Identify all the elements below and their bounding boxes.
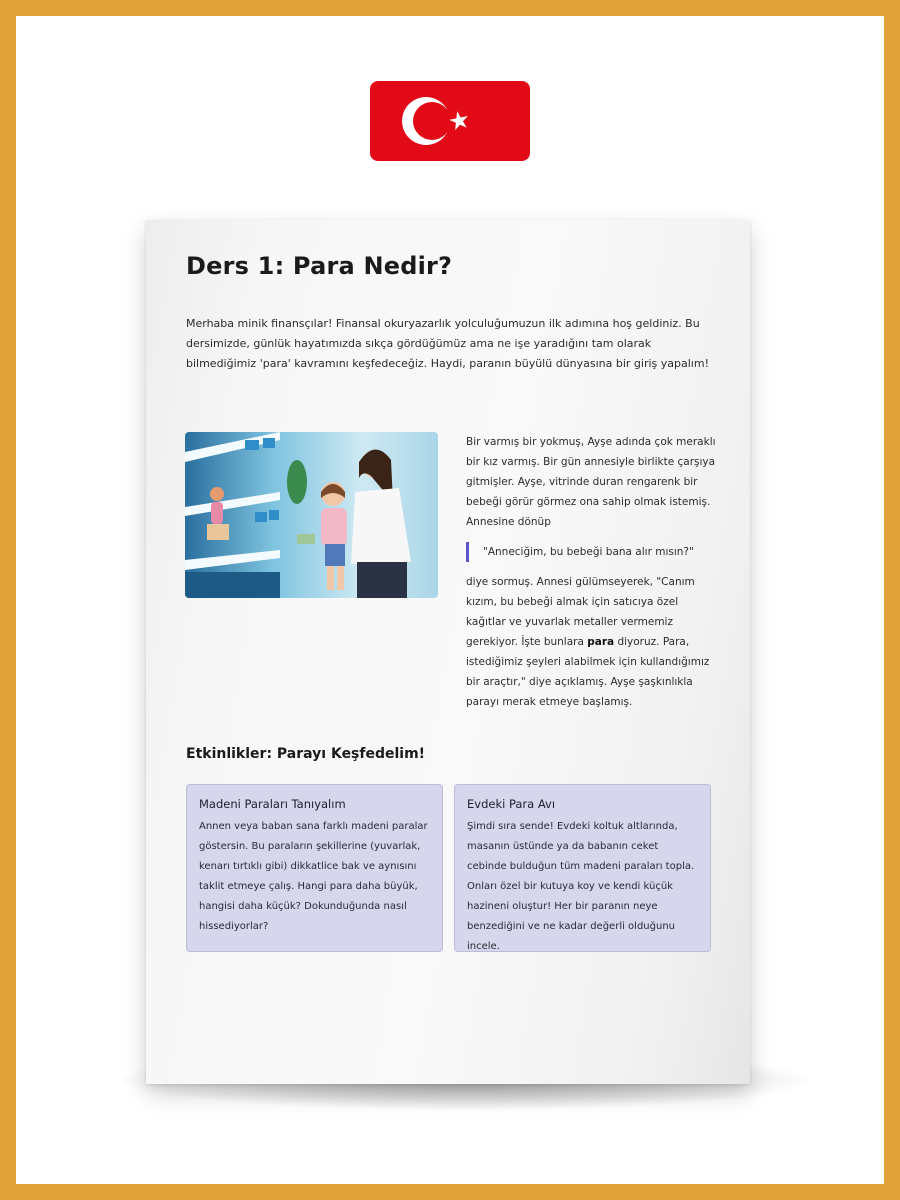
lesson-page xyxy=(146,220,750,1084)
story-paragraph-2-end: diyoruz. Para, istediğimiz şeyleri alabilmek için kullandığımız bir araçtır," diye açıklamış. Ayşe şaşkınlıkla parayı merak etmeye başlamış. xyxy=(466,636,710,708)
activity-card-text: Şimdi sıra sende! Evdeki koltuk altlarında, masanın üstünde ya da babanın ceket cebinde bulduğun tüm madeni paraları topla. Onları özel bir kutuya koy ve kendi küçük hazineni oluştur! Her bir paranın neye benzediğini ve ne kadar değerli olduğunu incele. xyxy=(467,821,695,952)
activities-heading: Etkinlikler: Parayı Keşfedelim! xyxy=(186,746,426,762)
story-text xyxy=(466,432,716,712)
lesson-title: Ders 1: Para Nedir? xyxy=(186,252,453,280)
mother-and-daughter-in-toy-store-photo xyxy=(185,432,438,598)
activity-card-title: Evdeki Para Avı xyxy=(467,797,556,811)
turkey-flag-icon xyxy=(370,81,530,161)
activity-card-text: Annen veya baban sana farklı madeni paralar göstersin. Bu paraların şekillerine (yuvarlak, kenarı tırtıklı gibi) dikkatlice bak ve aynısını taklit etmeye çalış. Hangi para daha büyük, hangisi daha küçük? Dokunduğunda nasıl hissediyorlar? xyxy=(199,821,428,932)
story-paragraph-2 xyxy=(466,572,716,712)
lesson-intro: Merhaba minik finansçılar! Finansal okuryazarlık yolculuğumuzun ilk adımına hoş geldiniz. Bu dersimizde, günlük hayatımızda sıkça gördüğümüz ama ne işe yaradığını tam olarak bilmediğimiz 'para' kavramını keşfedeceğiz. Haydi, paranın büyülü dünyasına bir giriş yapalım! xyxy=(186,317,709,370)
activity-card-coins xyxy=(186,784,443,952)
story-paragraph-1: Bir varmış bir yokmuş, Ayşe adında çok meraklı bir kız varmış. Bir gün annesiyle birlikte çarşıya gitmişler. Ayşe, vitrinde duran rengarenk bir bebeği görür görmez ona sahip olmak istemiş. Annesine dönüp xyxy=(466,436,716,528)
activity-card-money-hunt xyxy=(454,784,711,952)
activity-card-title: Madeni Paraları Tanıyalım xyxy=(199,797,346,811)
story-paragraph-2-start: diye sormuş. Annesi gülümseyerek, "Canım kızım, bu bebeği almak için satıcıya özel kağıtlar ve yuvarlak metaller vermemiz gerekiyor. İşte bunlara xyxy=(466,576,695,648)
story-quote: "Anneciğim, bu bebeği bana alır mısın?" xyxy=(466,542,716,562)
story-bold-term: para xyxy=(587,636,615,648)
